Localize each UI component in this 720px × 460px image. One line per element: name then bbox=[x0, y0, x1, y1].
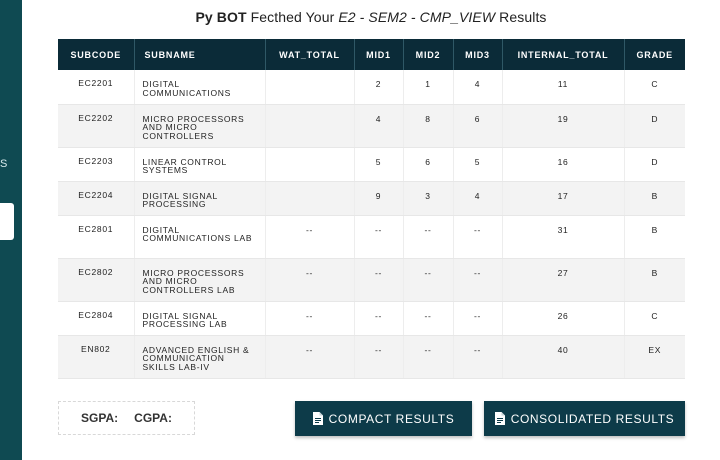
cell-internal-total: 19 bbox=[502, 104, 624, 147]
cell-mid3: 4 bbox=[453, 181, 502, 215]
cell-mid3: -- bbox=[453, 258, 502, 301]
table-row bbox=[58, 104, 685, 147]
header-subcode: SUBCODE bbox=[58, 39, 134, 70]
cell-mid2: 8 bbox=[403, 104, 453, 147]
cell-subname: MICRO PROCESSORS AND MICRO CONTROLLERS bbox=[134, 104, 265, 147]
cell-subcode: EC2802 bbox=[58, 258, 134, 301]
cell-wat-total: -- bbox=[265, 301, 354, 335]
header-wat-total: WAT_TOTAL bbox=[265, 39, 354, 70]
cell-mid1: 5 bbox=[354, 147, 403, 181]
cell-internal-total: 40 bbox=[502, 335, 624, 378]
gpa-summary bbox=[58, 401, 195, 435]
cell-subname: DIGITAL SIGNAL PROCESSING bbox=[134, 181, 265, 215]
cell-mid1: 4 bbox=[354, 104, 403, 147]
cell-wat-total: -- bbox=[265, 215, 354, 258]
cell-internal-total: 16 bbox=[502, 147, 624, 181]
cell-subname: DIGITAL SIGNAL PROCESSING LAB bbox=[134, 301, 265, 335]
cell-mid3: 6 bbox=[453, 104, 502, 147]
title-query: E2 - SEM2 - CMP_VIEW bbox=[338, 9, 496, 25]
header-mid2: MID2 bbox=[403, 39, 453, 70]
side-panel-letter: S bbox=[0, 158, 8, 170]
cell-mid2: -- bbox=[403, 301, 453, 335]
cell-grade: C bbox=[624, 70, 685, 104]
cell-subcode: EC2203 bbox=[58, 147, 134, 181]
cell-subname: ADVANCED ENGLISH & COMMUNICATION SKILLS LAB-IV bbox=[134, 335, 265, 378]
cell-grade: B bbox=[624, 258, 685, 301]
cell-mid1: -- bbox=[354, 215, 403, 258]
header-grade: GRADE bbox=[624, 39, 685, 70]
cell-grade: EX bbox=[624, 335, 685, 378]
cell-grade: B bbox=[624, 181, 685, 215]
cell-subname: LINEAR CONTROL SYSTEMS bbox=[134, 147, 265, 181]
cell-subcode: EC2201 bbox=[58, 70, 134, 104]
cell-mid2: 1 bbox=[403, 70, 453, 104]
cell-mid1: -- bbox=[354, 258, 403, 301]
bot-name: Py BOT bbox=[195, 9, 247, 25]
cell-wat-total bbox=[265, 147, 354, 181]
cell-grade: B bbox=[624, 215, 685, 258]
table-header-row bbox=[58, 39, 685, 70]
compact-results-button[interactable] bbox=[295, 401, 472, 436]
cell-internal-total: 26 bbox=[502, 301, 624, 335]
cell-mid2: 3 bbox=[403, 181, 453, 215]
cell-mid3: -- bbox=[453, 215, 502, 258]
sgpa-label: SGPA: bbox=[81, 411, 119, 425]
cell-wat-total bbox=[265, 181, 354, 215]
cell-wat-total: -- bbox=[265, 335, 354, 378]
cell-internal-total: 31 bbox=[502, 215, 624, 258]
table-row bbox=[58, 258, 685, 301]
cell-subcode: EC2204 bbox=[58, 181, 134, 215]
results-table bbox=[58, 39, 685, 379]
cell-mid1: -- bbox=[354, 301, 403, 335]
header-internal-total: INTERNAL_TOTAL bbox=[502, 39, 624, 70]
cell-wat-total bbox=[265, 70, 354, 104]
table-row bbox=[58, 147, 685, 181]
cell-mid2: 6 bbox=[403, 147, 453, 181]
cell-mid1: 9 bbox=[354, 181, 403, 215]
cell-subname: MICRO PROCESSORS AND MICRO CONTROLLERS LAB bbox=[134, 258, 265, 301]
consolidated-results-button[interactable] bbox=[484, 401, 685, 436]
cell-mid3: 4 bbox=[453, 70, 502, 104]
cell-mid1: -- bbox=[354, 335, 403, 378]
cell-subcode: EC2804 bbox=[58, 301, 134, 335]
cell-mid3: 5 bbox=[453, 147, 502, 181]
header-mid3: MID3 bbox=[453, 39, 502, 70]
cell-grade: C bbox=[624, 301, 685, 335]
cell-mid2: -- bbox=[403, 335, 453, 378]
cell-mid1: 2 bbox=[354, 70, 403, 104]
side-panel-input[interactable] bbox=[0, 203, 14, 240]
cell-internal-total: 11 bbox=[502, 70, 624, 104]
header-subname: SUBNAME bbox=[134, 39, 265, 70]
cell-wat-total: -- bbox=[265, 258, 354, 301]
compact-results-label: COMPACT RESULTS bbox=[328, 411, 455, 426]
cell-grade: D bbox=[624, 104, 685, 147]
cell-subcode: EC2202 bbox=[58, 104, 134, 147]
page-title bbox=[22, 9, 720, 25]
table-row bbox=[58, 215, 685, 258]
side-panel bbox=[0, 0, 22, 460]
cell-mid2: -- bbox=[403, 215, 453, 258]
table-row bbox=[58, 70, 685, 104]
cell-subname: DIGITAL COMMUNICATIONS LAB bbox=[134, 215, 265, 258]
cell-subname: DIGITAL COMMUNICATIONS bbox=[134, 70, 265, 104]
consolidated-results-label: CONSOLIDATED RESULTS bbox=[510, 411, 675, 426]
cell-subcode: EN802 bbox=[58, 335, 134, 378]
cell-mid2: -- bbox=[403, 258, 453, 301]
table-row bbox=[58, 335, 685, 378]
cell-wat-total bbox=[265, 104, 354, 147]
title-text: Fecthed Your bbox=[246, 9, 339, 25]
cell-subcode: EC2801 bbox=[58, 215, 134, 258]
cell-internal-total: 27 bbox=[502, 258, 624, 301]
cell-internal-total: 17 bbox=[502, 181, 624, 215]
title-suffix: Results bbox=[495, 9, 547, 25]
cell-mid3: -- bbox=[453, 335, 502, 378]
header-mid1: MID1 bbox=[354, 39, 403, 70]
document-icon bbox=[313, 412, 323, 425]
cell-mid3: -- bbox=[453, 301, 502, 335]
table-row bbox=[58, 181, 685, 215]
table-body bbox=[58, 70, 685, 378]
document-icon bbox=[495, 412, 505, 425]
cgpa-label: CGPA: bbox=[134, 411, 172, 425]
table-row bbox=[58, 301, 685, 335]
cell-grade: D bbox=[624, 147, 685, 181]
